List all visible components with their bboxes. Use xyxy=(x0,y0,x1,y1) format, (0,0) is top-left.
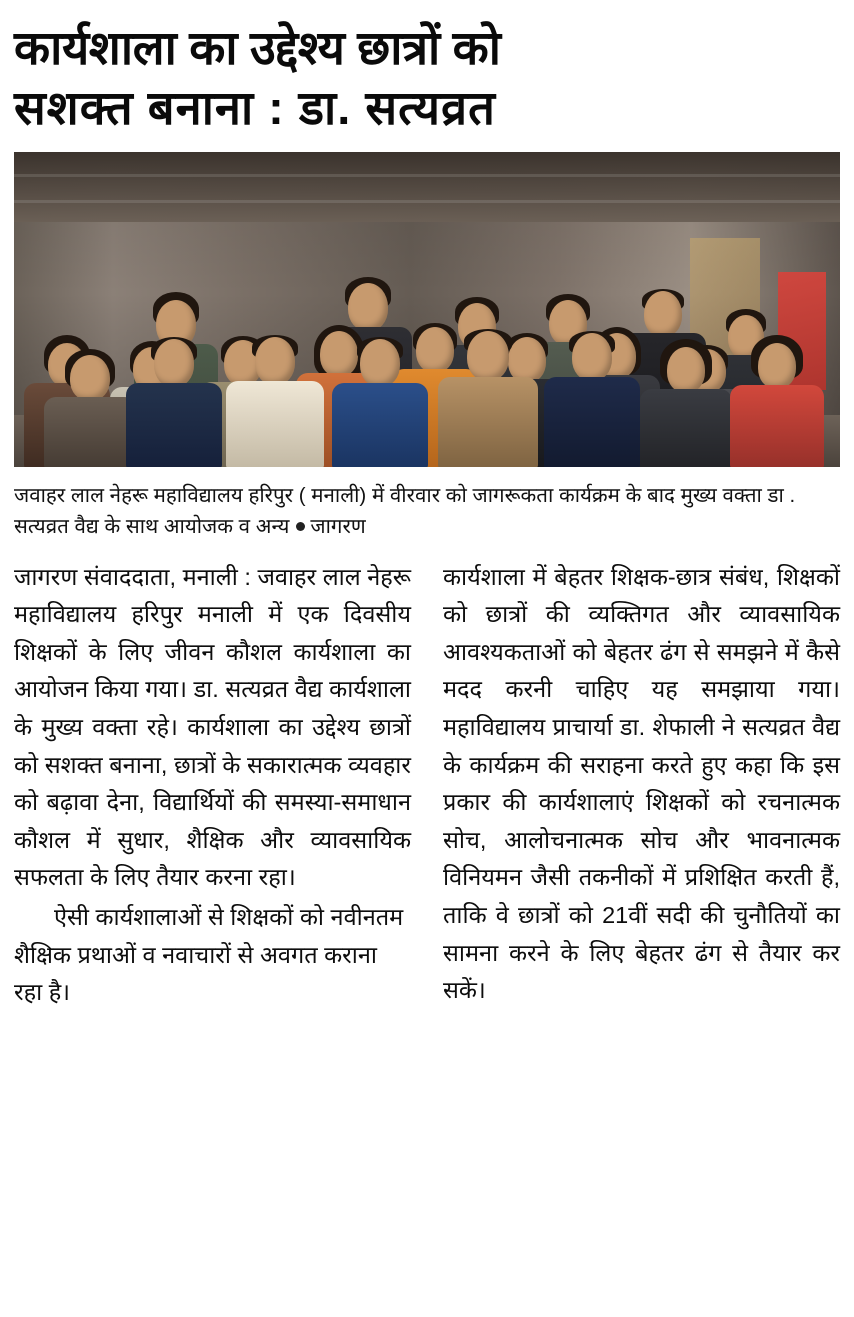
article-photo xyxy=(14,152,840,467)
photo-person xyxy=(544,331,640,467)
article-body xyxy=(14,559,840,1012)
photo-person xyxy=(640,339,732,467)
paragraph: कार्यशाला में बेहतर शिक्षक-छात्र संबंध, शिक्षकों को छात्रों की व्यक्तिगत और व्यावसायिक आवश्यकताओं को बेहतर ढंग से समझने में कैसे मदद करनी चाहिए यह समझाया गया। महाविद्यालय प्राचार्या डा. शेफाली ने सत्यव्रत वैद्य के कार्यक्रम की सराहना करते हुए कहा कि इस प्रकार की कार्यशालाएं शिक्षकों को रचनात्मक सोच, आलोचनात्मक सोच और भावनात्मक विनियमन जैसी तकनीकों में प्रशिक्षित करती हैं, ताकि वे छात्रों को 21वीं सदी की चुनौतियों का सामना करने के लिए बेहतर ढंग से तैयार कर सकें। xyxy=(443,563,840,1004)
photo-caption xyxy=(14,480,840,542)
newspaper-page xyxy=(0,18,854,1317)
headline-line-2: सशक्त बनाना : डा. सत्यव्रत xyxy=(14,81,496,135)
paragraph: जागरण संवाददाता, मनाली : जवाहर लाल नेहरू महाविद्यालय हरिपुर मनाली में एक दिवसीय शिक्षकों के लिए जीवन कौशल कार्यशाला का आयोजन किया गया। डा. सत्यव्रत वैद्य कार्यशाला के मुख्य वक्ता रहे। कार्यशाला का उद्देश्य छात्रों को सशक्त बनाना, छात्रों के सकारात्मक व्यवहार को बढ़ावा देना, विद्यार्थियों की समस्या-समाधान कौशल में सुधार, शैक्षिक और व्यावसायिक सफलता के लिए तैयार करना रहा। xyxy=(14,563,411,891)
photo-person xyxy=(226,335,324,467)
photo-credit: जागरण xyxy=(310,515,366,539)
photo-person xyxy=(126,337,222,467)
photo-person xyxy=(438,329,538,467)
paragraph: ऐसी कार्यशालाओं से शिक्षकों को नवीनतम शैक्षिक प्रथाओं व नवाचारों से अवगत कराना रहा है। xyxy=(14,903,404,1006)
article-column-right xyxy=(443,559,840,1012)
article-column-left xyxy=(14,559,411,1012)
photo-caption-text: जवाहर लाल नेहरू महाविद्यालय हरिपुर ( मनाली) में वीरवार को जागरूकता कार्यक्रम के बाद मुख्य वक्ता डा . सत्यव्रत वैद्य के साथ आयोजक व अन्य xyxy=(14,484,796,539)
photo-person xyxy=(332,337,428,467)
bullet-icon xyxy=(296,522,305,531)
photo-person xyxy=(44,349,136,467)
photo-people-front-row xyxy=(14,152,840,467)
headline-line-1: कार्यशाला का उद्देश्य छात्रों को xyxy=(14,21,501,74)
page-title xyxy=(14,18,840,138)
photo-background xyxy=(14,152,840,467)
photo-person xyxy=(730,335,824,467)
